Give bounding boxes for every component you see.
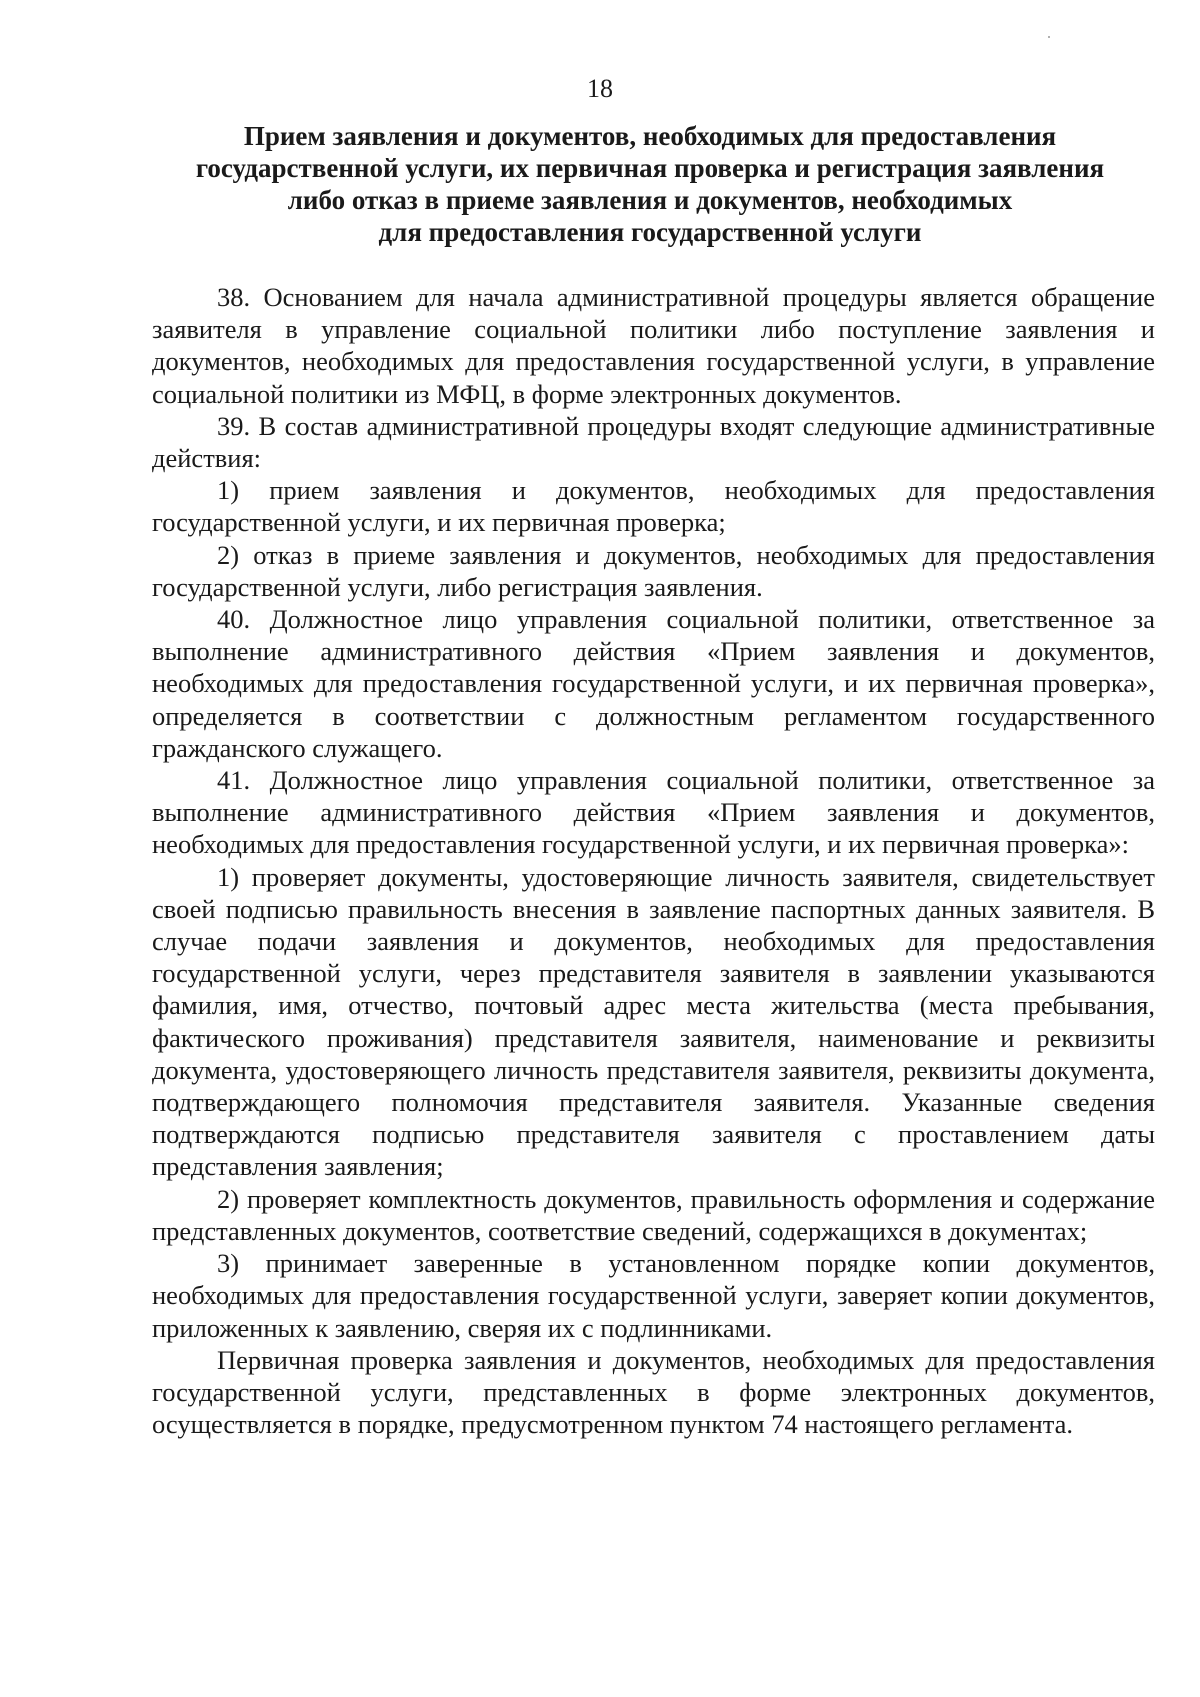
heading-line: для предоставления государственной услуги bbox=[378, 217, 922, 247]
paragraph-39-item-1: 1) прием заявления и документов, необходимых для предоставления государственной услуги, и их первичная проверка; bbox=[152, 475, 1155, 538]
paragraph-39-item-2: 2) отказ в приеме заявления и документов, необходимых для предоставления государственной услуги, либо регистрация заявления. bbox=[152, 539, 1155, 602]
paragraph-primary-check: Первичная проверка заявления и документов, необходимых для предоставления государственной услуги, представленных в форме электронных документов, осуществляется в порядке, предусмотренном пунктом 74 настоящего регламента. bbox=[152, 1344, 1155, 1440]
paragraph-41-item-3: 3) принимает заверенные в установленном порядке копии документов, необходимых для предоставления государственной услуги, заверяет копии документов, приложенных к заявлению, сверяя их с подлинниками. bbox=[152, 1248, 1155, 1343]
paragraph-38: 38. Основанием для начала административной процедуры является обращение заявителя в управление социальной политики либо поступление заявления и документов, необходимых для предоставления государственной услуги, в управление социальной политики из МФЦ, в форме электронных документов. bbox=[152, 282, 1155, 409]
heading-line: либо отказ в приеме заявления и документов, необходимых bbox=[287, 185, 1013, 215]
paragraph-39: 39. В состав административной процедуры входят следующие административные действия: bbox=[152, 410, 1155, 474]
paragraph-41-item-1: 1) проверяет документы, удостоверяющие личность заявителя, свидетельствует своей подписью правильность внесения в заявление паспортных данных заявителя. В случае подачи заявления и документов, необходимых для предоставления государственной услуги, через представителя заявителя в заявлении указываются фамилия, имя, отчество, почтовый адрес места жительства (места пребывания, фактического проживания) представителя заявителя, наименование и реквизиты документа, удостоверяющего личность представителя заявителя, реквизиты документа, подтверждающего полномочия представителя заявителя. Указанные сведения подтверждаются подписью представителя заявителя с проставлением даты представления заявления; bbox=[152, 861, 1155, 1182]
section-heading bbox=[150, 120, 1150, 248]
document-body bbox=[152, 281, 1155, 1440]
paragraph-41: 41. Должностное лицо управления социальной политики, ответственное за выполнение административного действия «Прием заявления и документов, необходимых для предоставления государственной услуги, и их первичная проверка»: bbox=[152, 765, 1155, 860]
heading-line: государственной услуги, их первичная проверка и регистрация заявления bbox=[195, 153, 1105, 183]
scan-speck bbox=[1048, 36, 1050, 38]
paragraph-40: 40. Должностное лицо управления социальной политики, ответственное за выполнение административного действия «Прием заявления и документов, необходимых для предоставления государственной услуги, и их первичная проверка», определяется в соответствии с должностным регламентом государственного гражданского служащего. bbox=[152, 604, 1155, 763]
page-number: 18 bbox=[587, 74, 613, 103]
paragraph-41-item-2: 2) проверяет комплектность документов, правильность оформления и содержание представленных документов, соответствие сведений, содержащихся в документах; bbox=[152, 1183, 1155, 1246]
heading-line: Прием заявления и документов, необходимых для предоставления bbox=[243, 121, 1057, 151]
